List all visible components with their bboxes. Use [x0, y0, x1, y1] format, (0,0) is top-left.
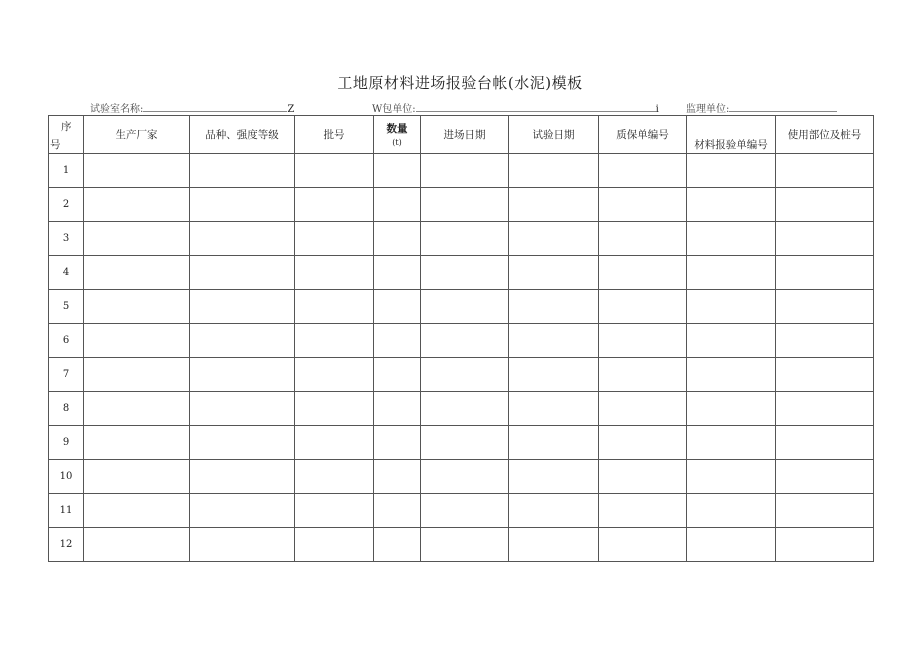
- header-variety-grade: 品种、强度等级: [190, 116, 295, 154]
- cell-entry-date[interactable]: [421, 222, 509, 256]
- table-row: [49, 460, 874, 494]
- cell-entry-date[interactable]: [421, 494, 509, 528]
- cell-usage-location[interactable]: [776, 494, 874, 528]
- cell-batch-no[interactable]: [295, 290, 374, 324]
- cell-manufacturer[interactable]: [84, 290, 190, 324]
- cell-quality-cert-no[interactable]: [599, 528, 687, 562]
- cell-test-date[interactable]: [509, 256, 599, 290]
- cell-test-date[interactable]: [509, 426, 599, 460]
- ledger-body: [49, 154, 874, 562]
- table-row: [49, 426, 874, 460]
- cell-entry-date[interactable]: [421, 528, 509, 562]
- row-index: 12: [49, 528, 84, 562]
- row-index: 1: [49, 154, 84, 188]
- cell-quantity[interactable]: [374, 392, 421, 426]
- cell-test-date[interactable]: [509, 154, 599, 188]
- cell-entry-date[interactable]: [421, 392, 509, 426]
- cell-variety-grade[interactable]: [190, 358, 295, 392]
- contractor-tail: i: [655, 104, 659, 115]
- cell-quantity[interactable]: [374, 358, 421, 392]
- lab-name-tail: Z: [287, 104, 295, 115]
- cell-batch-no[interactable]: [295, 358, 374, 392]
- header-seq: 序 号: [49, 116, 84, 154]
- cell-variety-grade[interactable]: [190, 188, 295, 222]
- cell-quantity[interactable]: [374, 256, 421, 290]
- cell-quantity[interactable]: [374, 528, 421, 562]
- cell-batch-no[interactable]: [295, 256, 374, 290]
- cell-material-report-no[interactable]: [687, 324, 776, 358]
- cell-material-report-no[interactable]: [687, 358, 776, 392]
- cell-usage-location[interactable]: [776, 358, 874, 392]
- cell-usage-location[interactable]: [776, 392, 874, 426]
- cell-quality-cert-no[interactable]: [599, 358, 687, 392]
- cell-quantity[interactable]: [374, 494, 421, 528]
- document-title: 工地原材料进场报验台帐(水泥)模板: [337, 74, 583, 92]
- cell-usage-location[interactable]: [776, 290, 874, 324]
- table-row: [49, 358, 874, 392]
- cell-quantity[interactable]: [374, 154, 421, 188]
- cell-manufacturer[interactable]: [84, 188, 190, 222]
- cell-entry-date[interactable]: [421, 460, 509, 494]
- cell-batch-no[interactable]: [295, 494, 374, 528]
- cell-variety-grade[interactable]: [190, 426, 295, 460]
- cell-entry-date[interactable]: [421, 154, 509, 188]
- contractor-label: W包单位:: [372, 104, 416, 115]
- cell-variety-grade[interactable]: [190, 154, 295, 188]
- cell-material-report-no[interactable]: [687, 222, 776, 256]
- cell-test-date[interactable]: [509, 528, 599, 562]
- cell-entry-date[interactable]: [421, 290, 509, 324]
- cell-manufacturer[interactable]: [84, 358, 190, 392]
- table-row: [49, 256, 874, 290]
- cell-manufacturer[interactable]: [84, 460, 190, 494]
- cell-usage-location[interactable]: [776, 460, 874, 494]
- cell-material-report-no[interactable]: [687, 392, 776, 426]
- cell-variety-grade[interactable]: [190, 392, 295, 426]
- cell-material-report-no[interactable]: [687, 528, 776, 562]
- row-index: 11: [49, 494, 84, 528]
- cell-variety-grade[interactable]: [190, 256, 295, 290]
- supervisor-label: 监理单位:: [686, 104, 730, 115]
- table-row: [49, 324, 874, 358]
- cell-variety-grade[interactable]: [190, 528, 295, 562]
- lab-name-field: [90, 100, 294, 115]
- supervisor-blank[interactable]: [729, 102, 837, 112]
- cell-quantity[interactable]: [374, 290, 421, 324]
- cell-usage-location[interactable]: [776, 154, 874, 188]
- cell-quality-cert-no[interactable]: [599, 188, 687, 222]
- cell-quality-cert-no[interactable]: [599, 324, 687, 358]
- header-quality-cert-no: 质保单编号: [599, 116, 687, 154]
- cell-quantity[interactable]: [374, 460, 421, 494]
- cell-variety-grade[interactable]: [190, 324, 295, 358]
- cell-manufacturer[interactable]: [84, 222, 190, 256]
- cell-test-date[interactable]: [509, 494, 599, 528]
- cell-material-report-no[interactable]: [687, 426, 776, 460]
- cell-usage-location[interactable]: [776, 324, 874, 358]
- cell-manufacturer[interactable]: [84, 324, 190, 358]
- cell-quantity[interactable]: [374, 426, 421, 460]
- cell-variety-grade[interactable]: [190, 222, 295, 256]
- header-material-report-no: 材料报验单编号: [687, 116, 776, 154]
- cell-quality-cert-no[interactable]: [599, 392, 687, 426]
- cell-quantity[interactable]: [374, 324, 421, 358]
- cell-entry-date[interactable]: [421, 188, 509, 222]
- row-index: 5: [49, 290, 84, 324]
- cell-batch-no[interactable]: [295, 324, 374, 358]
- cell-manufacturer[interactable]: [84, 392, 190, 426]
- header-test-date: 试验日期: [509, 116, 599, 154]
- cell-quality-cert-no[interactable]: [599, 256, 687, 290]
- cell-manufacturer[interactable]: [84, 154, 190, 188]
- cell-quality-cert-no[interactable]: [599, 426, 687, 460]
- cell-manufacturer[interactable]: [84, 494, 190, 528]
- cell-entry-date[interactable]: [421, 256, 509, 290]
- cell-quality-cert-no[interactable]: [599, 460, 687, 494]
- supervisor-field: [686, 100, 837, 115]
- header-entry-date: 进场日期: [421, 116, 509, 154]
- header-quantity: 数量 (t): [374, 116, 421, 154]
- cell-batch-no[interactable]: [295, 460, 374, 494]
- cell-variety-grade[interactable]: [190, 460, 295, 494]
- cell-batch-no[interactable]: [295, 392, 374, 426]
- header-row: [49, 116, 874, 154]
- cell-entry-date[interactable]: [421, 324, 509, 358]
- cell-entry-date[interactable]: [421, 358, 509, 392]
- table-row: [49, 392, 874, 426]
- cell-usage-location[interactable]: [776, 188, 874, 222]
- table-row: [49, 222, 874, 256]
- cell-material-report-no[interactable]: [687, 290, 776, 324]
- cell-quality-cert-no[interactable]: [599, 222, 687, 256]
- cell-test-date[interactable]: [509, 358, 599, 392]
- cell-batch-no[interactable]: [295, 188, 374, 222]
- header-batch-no: 批号: [295, 116, 374, 154]
- table-row: [49, 188, 874, 222]
- row-index: 9: [49, 426, 84, 460]
- cell-material-report-no[interactable]: [687, 494, 776, 528]
- table-row: [49, 154, 874, 188]
- contractor-field: [372, 100, 659, 115]
- cell-quality-cert-no[interactable]: [599, 290, 687, 324]
- row-index: 8: [49, 392, 84, 426]
- cell-batch-no[interactable]: [295, 222, 374, 256]
- row-index: 2: [49, 188, 84, 222]
- header-manufacturer: 生产厂家: [84, 116, 190, 154]
- cell-material-report-no[interactable]: [687, 154, 776, 188]
- cell-test-date[interactable]: [509, 460, 599, 494]
- cell-usage-location[interactable]: [776, 528, 874, 562]
- row-index: 10: [49, 460, 84, 494]
- row-index: 6: [49, 324, 84, 358]
- row-index: 4: [49, 256, 84, 290]
- header-usage-location: 使用部位及桩号: [776, 116, 874, 154]
- cell-test-date[interactable]: [509, 188, 599, 222]
- cell-test-date[interactable]: [509, 222, 599, 256]
- cell-test-date[interactable]: [509, 290, 599, 324]
- cell-material-report-no[interactable]: [687, 256, 776, 290]
- cell-quantity[interactable]: [374, 188, 421, 222]
- cell-batch-no[interactable]: [295, 426, 374, 460]
- cell-test-date[interactable]: [509, 324, 599, 358]
- contractor-blank[interactable]: [416, 102, 656, 112]
- table-row: [49, 494, 874, 528]
- table-row: [49, 528, 874, 562]
- cell-usage-location[interactable]: [776, 222, 874, 256]
- lab-name-blank[interactable]: [143, 102, 287, 112]
- cell-quality-cert-no[interactable]: [599, 154, 687, 188]
- cell-quantity[interactable]: [374, 222, 421, 256]
- cell-manufacturer[interactable]: [84, 426, 190, 460]
- row-index: 7: [49, 358, 84, 392]
- cell-batch-no[interactable]: [295, 528, 374, 562]
- cell-batch-no[interactable]: [295, 154, 374, 188]
- cell-quality-cert-no[interactable]: [599, 494, 687, 528]
- cell-variety-grade[interactable]: [190, 494, 295, 528]
- ledger-table: [48, 115, 874, 562]
- cell-material-report-no[interactable]: [687, 460, 776, 494]
- cell-manufacturer[interactable]: [84, 256, 190, 290]
- cell-variety-grade[interactable]: [190, 290, 295, 324]
- cell-test-date[interactable]: [509, 392, 599, 426]
- cell-usage-location[interactable]: [776, 426, 874, 460]
- table-row: [49, 290, 874, 324]
- cell-material-report-no[interactable]: [687, 188, 776, 222]
- cell-manufacturer[interactable]: [84, 528, 190, 562]
- lab-name-label: 试验室名称:: [90, 104, 144, 115]
- row-index: 3: [49, 222, 84, 256]
- cell-usage-location[interactable]: [776, 256, 874, 290]
- cell-entry-date[interactable]: [421, 426, 509, 460]
